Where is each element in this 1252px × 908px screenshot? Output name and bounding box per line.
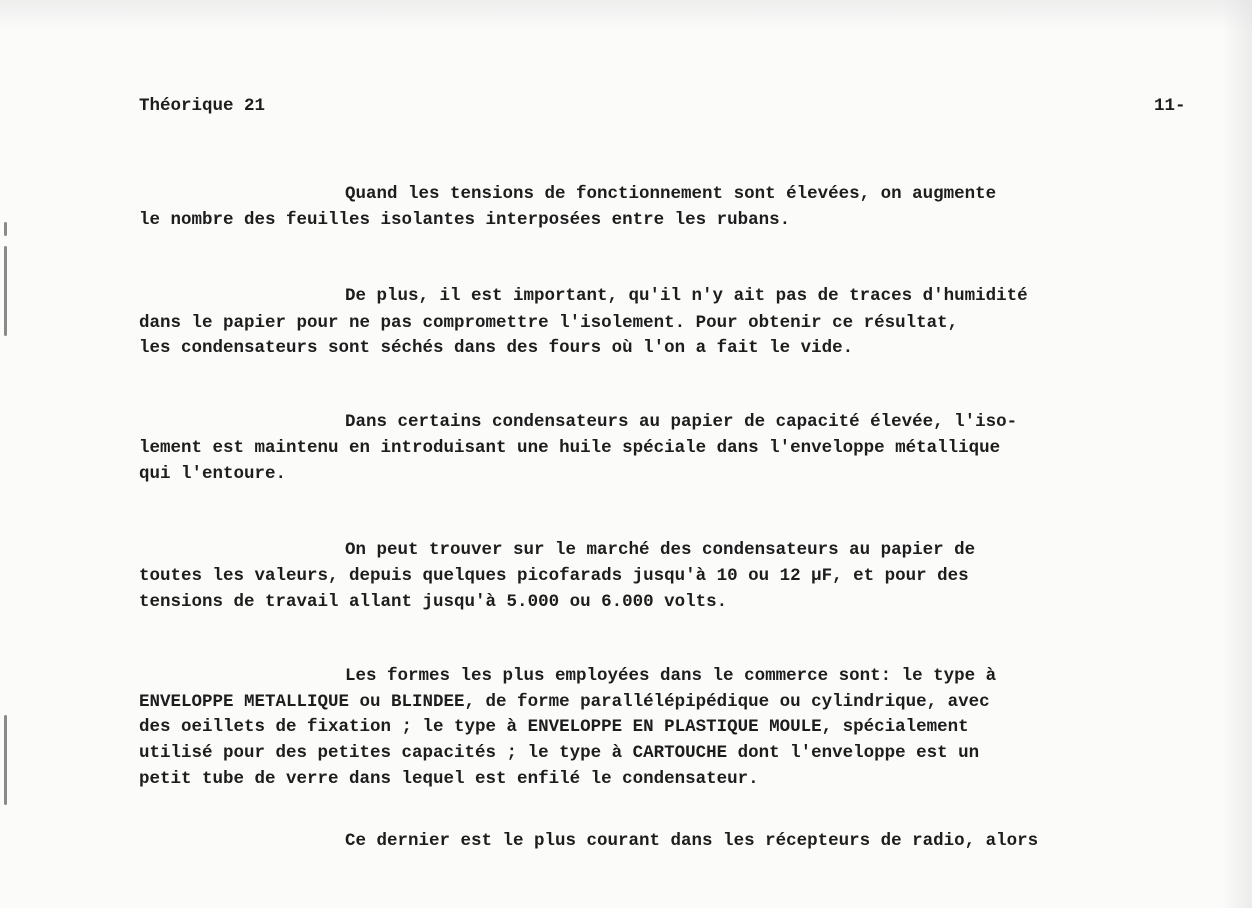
paragraph-line: les condensateurs sont séchés dans des fours où l'on a fait le vide. (139, 338, 854, 358)
paragraph-line: toutes les valeurs, depuis quelques picofarads jusqu'à 10 ou 12 µF, et pour des (139, 566, 969, 586)
paragraph-line: utilisé pour des petites capacités ; le type à CARTOUCHE dont l'enveloppe est un (139, 743, 980, 763)
paragraph-line: qui l'entoure. (139, 464, 287, 484)
paragraph-line: On peut trouver sur le marché des condensateurs au papier de (345, 540, 976, 560)
paragraph-line: petit tube de verre dans lequel est enfilé le condensateur. (139, 769, 759, 789)
header-title: Théorique 21 (139, 96, 266, 116)
paragraph-line: De plus, il est important, qu'il n'y ait pas de traces d'humidité (345, 286, 1028, 306)
paragraph-line: tensions de travail allant jusqu'à 5.000 ou 6.000 volts. (139, 592, 728, 612)
paragraph-line: dans le papier pour ne pas compromettre l'isolement. Pour obtenir ce résultat, (139, 313, 959, 333)
binding-mark (4, 715, 7, 805)
page-number: 11- (1154, 96, 1186, 116)
paragraph-line: Les formes les plus employées dans le commerce sont: le type à (345, 666, 997, 686)
scan-shadow-top (0, 0, 1252, 30)
binding-mark (4, 246, 7, 336)
paragraph-line: Ce dernier est le plus courant dans les récepteurs de radio, alors (345, 831, 1039, 851)
binding-mark (4, 222, 7, 236)
paragraph-line: ENVELOPPE METALLIQUE ou BLINDEE, de forme parallélépipédique ou cylindrique, avec (139, 692, 990, 712)
paragraph-line: lement est maintenu en introduisant une huile spéciale dans l'enveloppe métallique (139, 438, 1001, 458)
paragraph-line: Dans certains condensateurs au papier de capacité élevée, l'iso- (345, 412, 1018, 432)
scan-shadow-right (1222, 0, 1252, 908)
paragraph-line: des oeillets de fixation ; le type à ENVELOPPE EN PLASTIQUE MOULE, spécialement (139, 717, 969, 737)
paragraph-line: Quand les tensions de fonctionnement sont élevées, on augmente (345, 184, 997, 204)
paragraph-line: le nombre des feuilles isolantes interposées entre les rubans. (139, 210, 791, 230)
